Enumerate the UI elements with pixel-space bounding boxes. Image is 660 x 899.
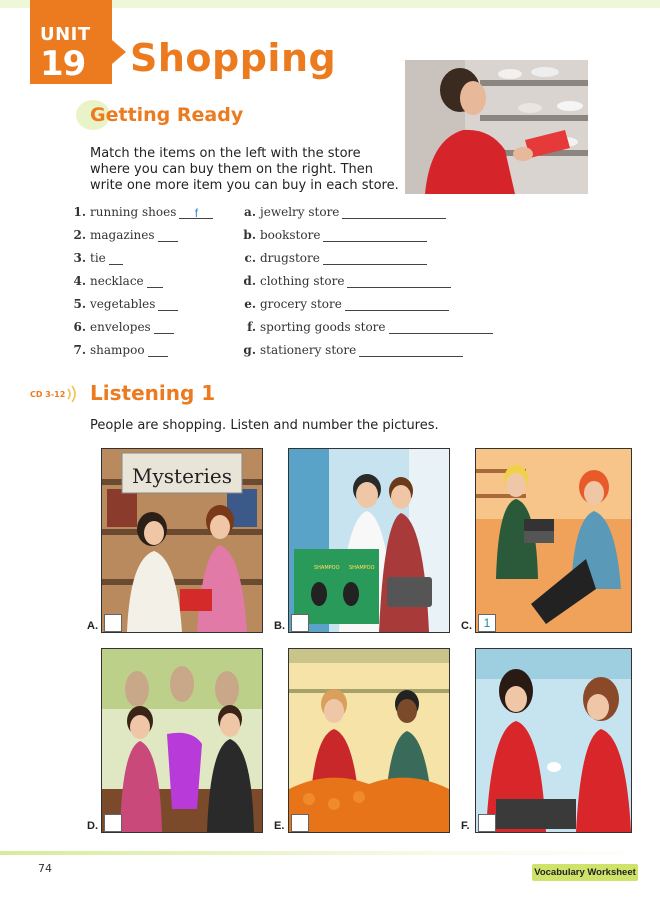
- svg-text:SHAMPOO: SHAMPOO: [349, 565, 375, 571]
- list-item: 5. vegetables: [68, 297, 178, 311]
- answer-box-c[interactable]: 1: [478, 614, 496, 632]
- picture-label-f: F.: [461, 820, 470, 832]
- answer-blank[interactable]: [109, 252, 123, 265]
- picture-f: [475, 648, 632, 833]
- store-item: g. stationery store: [238, 343, 463, 357]
- answer-blank[interactable]: [148, 344, 168, 357]
- store-blank[interactable]: [359, 344, 463, 357]
- answer-blank[interactable]: [158, 298, 178, 311]
- shopper-photo: [405, 60, 588, 194]
- item-text: vegetables: [90, 297, 156, 311]
- item-text: running shoes: [90, 205, 177, 219]
- store-text: grocery store: [260, 297, 342, 311]
- answer-box-b[interactable]: [291, 614, 309, 632]
- item-text: tie: [90, 251, 106, 265]
- answer-box-a[interactable]: [104, 614, 122, 632]
- store-item: d. clothing store: [238, 274, 451, 288]
- store-blank[interactable]: [342, 206, 446, 219]
- item-text: envelopes: [90, 320, 151, 334]
- answer-box-f[interactable]: [478, 814, 496, 832]
- picture-b: [288, 448, 450, 633]
- store-item: a. jewelry store: [238, 205, 446, 219]
- store-text: sporting goods store: [260, 320, 386, 334]
- answer-box-d[interactable]: [104, 814, 122, 832]
- store-item: c. drugstore: [238, 251, 427, 265]
- listening-number: 1: [201, 381, 216, 405]
- picture-a: [101, 448, 263, 633]
- cd-track-label: CD 3-12: [30, 390, 66, 399]
- store-text: stationery store: [260, 343, 357, 357]
- page-number: 74: [38, 862, 52, 875]
- answer-box-e[interactable]: [291, 814, 309, 832]
- listening-instructions: People are shopping. Listen and number the pictures.: [90, 418, 439, 433]
- item-text: shampoo: [90, 343, 145, 357]
- page-title: Shopping: [130, 36, 337, 80]
- getting-ready-heading: Getting Ready: [90, 104, 244, 126]
- store-text: clothing store: [260, 274, 345, 288]
- list-item: 7. shampoo: [68, 343, 168, 357]
- store-blank[interactable]: [323, 252, 427, 265]
- list-item: 6. envelopes: [68, 320, 174, 334]
- unit-number: 19: [40, 44, 86, 84]
- vocabulary-worksheet-button[interactable]: Vocabulary Worksheet: [532, 864, 638, 881]
- picture-e: [288, 648, 450, 833]
- audio-icon: [66, 383, 80, 405]
- store-blank[interactable]: [347, 275, 451, 288]
- picture-label-a: A.: [87, 620, 98, 632]
- picture-label-e: E.: [274, 820, 285, 832]
- footer-rule: [0, 851, 660, 855]
- svg-text:SHAMPOO: SHAMPOO: [314, 565, 340, 571]
- picture-label-c: C.: [461, 620, 472, 632]
- picture-label-b: B.: [274, 620, 285, 632]
- store-text: bookstore: [260, 228, 321, 242]
- picture-label-d: D.: [87, 820, 98, 832]
- list-item: 3. tie: [68, 251, 123, 265]
- picture-c: [475, 448, 632, 633]
- list-item: 2. magazines: [68, 228, 178, 242]
- unit-arrow: [112, 40, 126, 64]
- store-text: drugstore: [260, 251, 320, 265]
- getting-ready-instructions: Match the items on the left with the store where you can buy them on the right. Then write one more item you can buy in each store.: [90, 146, 399, 193]
- item-text: magazines: [90, 228, 155, 242]
- store-blank[interactable]: [323, 229, 427, 242]
- picture-d: [101, 648, 263, 833]
- unit-word: UNIT: [40, 24, 91, 45]
- store-blank[interactable]: [345, 298, 449, 311]
- answer-blank[interactable]: [154, 321, 174, 334]
- listening-heading: Listening 1: [90, 381, 216, 405]
- answer-blank[interactable]: f: [179, 206, 213, 219]
- mysteries-sign: Mysteries: [132, 464, 232, 488]
- answer-blank[interactable]: [147, 275, 163, 288]
- store-item: b. bookstore: [238, 228, 427, 242]
- list-item: 1. running shoes f: [68, 205, 213, 219]
- item-text: necklace: [90, 274, 144, 288]
- store-blank[interactable]: [389, 321, 493, 334]
- store-item: f. sporting goods store: [238, 320, 493, 334]
- answer-blank[interactable]: [158, 229, 178, 242]
- store-item: e. grocery store: [238, 297, 449, 311]
- store-text: jewelry store: [260, 205, 340, 219]
- list-item: 4. necklace: [68, 274, 163, 288]
